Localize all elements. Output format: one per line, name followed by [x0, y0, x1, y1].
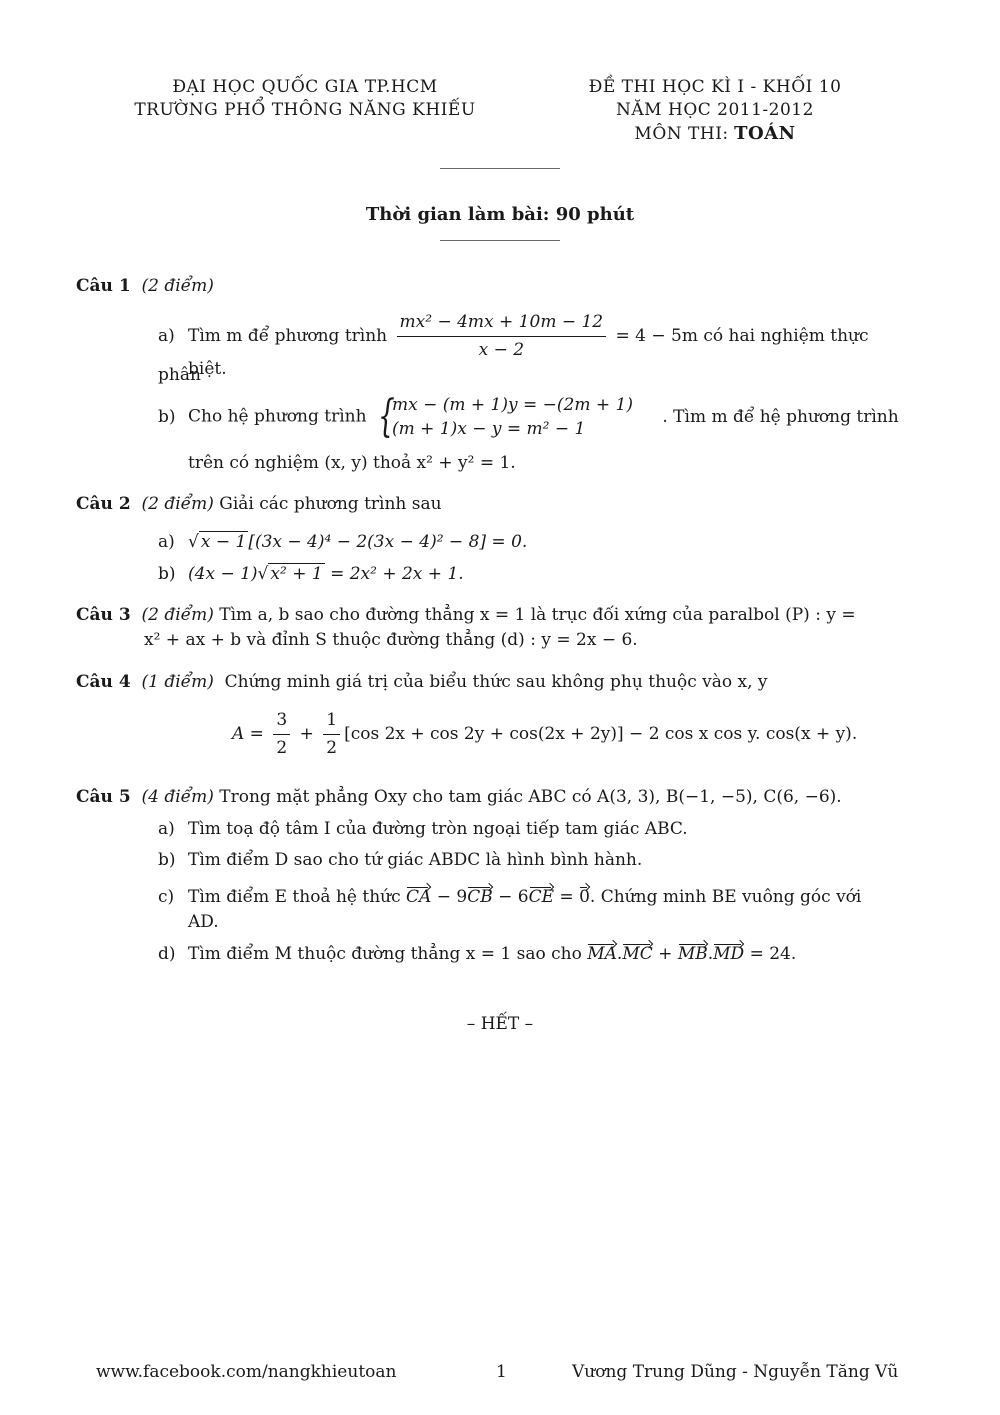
- question-3-line2: x² + ax + b và đỉnh S thuộc đường thẳng (d) : y = 2x − 6.: [144, 630, 638, 650]
- q1b-system: [378, 393, 633, 441]
- q4-rest: [cos 2x + cos 2y + cos(2x + 2y)] − 2 cos x cos y. cos(x + y).: [344, 724, 858, 744]
- question-5-text: Trong mặt phẳng Oxy cho tam giác ABC có A(3, 3), B(−1, −5), C(6, −6).: [219, 787, 842, 807]
- footer-authors: Vương Trung Dũng - Nguyễn Tăng Vũ: [572, 1362, 899, 1382]
- q1a-fraction: [397, 310, 607, 363]
- question-4-text: Chứng minh giá trị của biểu thức sau không phụ thuộc vào x, y: [224, 672, 768, 692]
- q1a-pre: Tìm m để phương trình: [188, 326, 388, 346]
- end-marker: – HẾT –: [466, 1014, 534, 1034]
- question-2-text: Giải các phương trình sau: [219, 494, 442, 514]
- question-1a-cont: biệt.: [188, 359, 227, 379]
- item-label: b): [158, 850, 176, 870]
- question-2-label: Câu 2: [76, 494, 131, 514]
- vector-CB: CB: [467, 885, 493, 910]
- item-label: c): [158, 887, 175, 907]
- question-2-points: (2 điểm): [141, 494, 214, 514]
- q4-den-2: 2: [326, 738, 338, 758]
- divider-bottom: [440, 240, 560, 241]
- q1a-denominator: x − 2: [478, 340, 525, 360]
- question-1-points: (2 điểm): [141, 276, 214, 296]
- exam-subject: [540, 122, 890, 146]
- subject-prefix: MÔN THI:: [634, 124, 729, 144]
- question-3-line1: Tìm a, b sao cho đường thẳng x = 1 là trục đối xứng của paralbol (P) : y =: [219, 605, 856, 625]
- q4-frac-2: [323, 708, 340, 761]
- q1b-eq2: (m + 1)x − y = m² − 1: [391, 419, 586, 439]
- q4-den-1: 2: [276, 738, 288, 758]
- q1b-eq1: mx − (m + 1)y = −(2m + 1): [391, 395, 633, 415]
- item-label: b): [158, 406, 176, 427]
- question-1b-cont: trên có nghiệm (x, y) thoả x² + y² = 1.: [188, 453, 516, 473]
- question-5-points: (4 điểm): [141, 787, 214, 807]
- vector-MC: MC: [622, 942, 652, 967]
- question-4-label: Câu 4: [76, 672, 131, 692]
- question-1b: [158, 393, 906, 441]
- q5d-pre: Tìm điểm M thuộc đường thẳng x = 1 sao cho: [188, 944, 582, 964]
- question-2-heading: [76, 492, 906, 517]
- q5c-m1: − 9: [436, 887, 468, 907]
- q1a-post: = 4 − 5m có hai nghiệm thực phân: [158, 326, 869, 385]
- question-3-label: Câu 3: [76, 605, 131, 625]
- question-3: [76, 603, 906, 628]
- item-label: a): [158, 532, 175, 552]
- q1a-numerator: mx² − 4mx + 10m − 12: [397, 310, 607, 337]
- q5b-text: Tìm điểm D sao cho tứ giác ABDC là hình bình hành.: [188, 850, 643, 870]
- q5c-pre: Tìm điểm E thoả hệ thức: [188, 887, 401, 907]
- question-2b: b) (4x − 1)√ x² + 1 = 2x² + 2x + 1.: [158, 562, 906, 587]
- question-5c: [158, 885, 906, 910]
- vector-CA: CA: [406, 885, 431, 910]
- q5c-post: . Chứng minh BE vuông góc với: [589, 887, 862, 907]
- q2b-radicand: x² + 1: [270, 564, 323, 584]
- header-right: [540, 76, 890, 146]
- question-2a: a) √ x − 1 [(3x − 4)⁴ − 2(3x − 4)² − 8] = 0.: [158, 530, 906, 555]
- q4-num-1: 3: [273, 708, 290, 735]
- header-left: [120, 76, 490, 122]
- vector-MA: MA: [587, 942, 617, 967]
- vector-CE: CE: [529, 885, 554, 910]
- question-5-heading: [76, 785, 906, 810]
- q4-frac-1: [273, 708, 290, 761]
- school-name: TRƯỜNG PHỔ THÔNG NĂNG KHIẾU: [134, 100, 476, 120]
- divider-top: [440, 168, 560, 169]
- question-5d: d) Tìm điểm M thuộc đường thẳng x = 1 sao cho MA.MC + MB.MD = 24.: [158, 942, 906, 967]
- question-5b: [158, 848, 906, 873]
- question-3-points: (2 điểm): [141, 605, 214, 625]
- page-number: 1: [496, 1362, 507, 1382]
- item-label: a): [158, 819, 175, 839]
- footer-url: www.facebook.com/nangkhieutoan: [96, 1362, 397, 1382]
- question-5-label: Câu 5: [76, 787, 131, 807]
- q5d-post: = 24.: [749, 944, 797, 964]
- vector-MB: MB: [678, 942, 708, 967]
- question-1-label: Câu 1: [76, 276, 131, 296]
- school-year: NĂM HỌC 2011-2012: [616, 100, 814, 120]
- q1b-post: . Tìm m để hệ phương trình: [662, 406, 899, 427]
- q5c-eq: =: [559, 887, 574, 907]
- q5a-text: Tìm toạ độ tâm I của đường tròn ngoại tiếp tam giác ABC.: [188, 819, 688, 839]
- vector-zero: 0: [579, 885, 590, 910]
- question-5c-cont: AD.: [188, 912, 219, 932]
- item-label: d): [158, 944, 176, 964]
- brace-icon: {: [377, 391, 395, 442]
- q1b-pre: Cho hệ phương trình: [188, 406, 367, 427]
- question-5a: [158, 817, 906, 842]
- exam-title: ĐỀ THI HỌC KÌ I - KHỐI 10: [588, 77, 842, 97]
- q2a-radicand: x − 1: [200, 532, 247, 552]
- question-1-heading: [76, 274, 906, 299]
- q4-num-2: 1: [323, 708, 340, 735]
- q2b-pre: (4x − 1): [188, 564, 258, 584]
- q4-plus: +: [299, 724, 314, 744]
- question-4-formula: [232, 708, 912, 761]
- q5c-m2: − 6: [498, 887, 529, 907]
- subject-name: TOÁN: [734, 123, 796, 144]
- q2b-rest: = 2x² + 2x + 1.: [330, 564, 464, 584]
- vector-MD: MD: [713, 942, 744, 967]
- q2a-rest: [(3x − 4)⁴ − 2(3x − 4)² − 8] = 0.: [248, 532, 528, 552]
- university-name: ĐẠI HỌC QUỐC GIA TP.HCM: [172, 77, 438, 97]
- item-label: a): [158, 326, 175, 346]
- question-4-heading: [76, 670, 906, 695]
- q4-lhs: A =: [232, 724, 264, 744]
- time-limit: Thời gian làm bài: 90 phút: [365, 204, 635, 225]
- question-4-points: (1 điểm): [141, 672, 214, 692]
- item-label: b): [158, 564, 176, 584]
